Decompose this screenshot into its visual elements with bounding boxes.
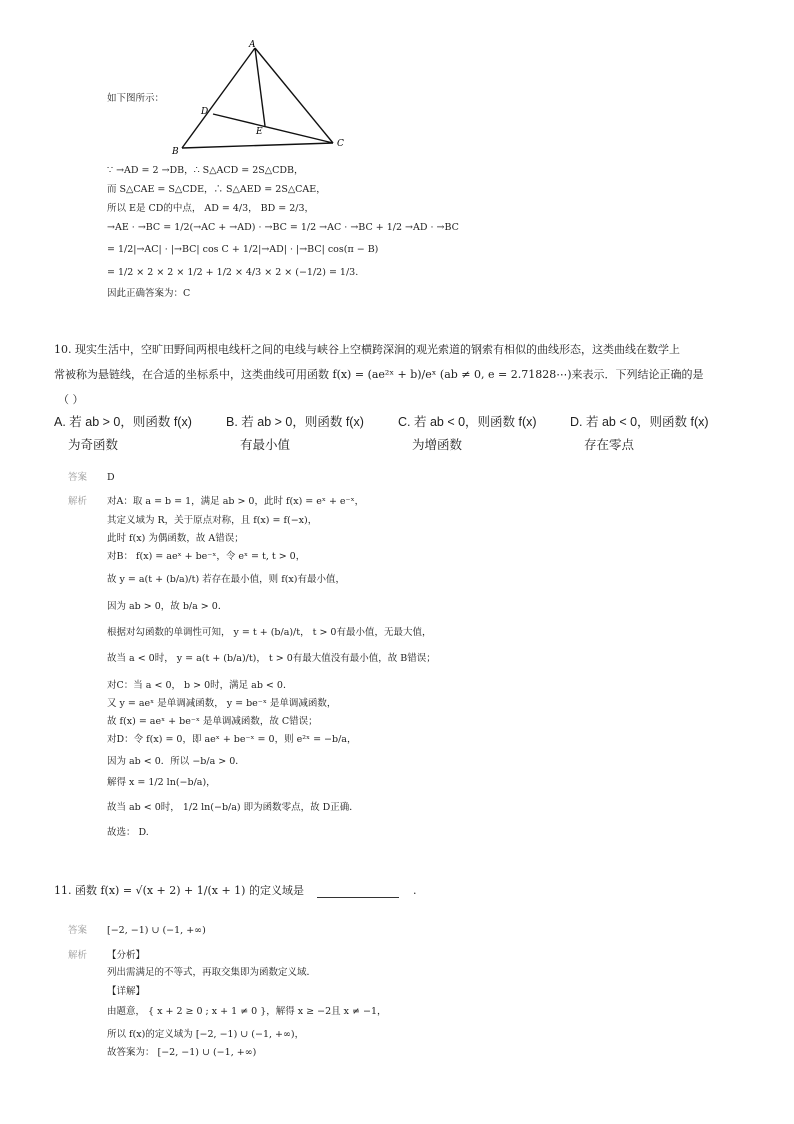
analysis-line: 【分析】	[107, 950, 146, 961]
edge-bc	[182, 143, 333, 148]
question10-line: 10. 现实生活中，空旷田野间两根电线杆之间的电线与峡谷上空横跨深涧的观光索道的钢索有相似的曲线形态，这类曲线在数学上	[54, 343, 680, 356]
option-b-line1: B. 若 ab > 0，则函数 f(x)	[226, 415, 364, 429]
question11-stem	[54, 884, 416, 898]
option-a-line2: 为奇函数	[68, 438, 119, 452]
analysis-line: 故选： D.	[107, 827, 149, 838]
analysis-line: 故 y = a(t + (b/a)/t) 若存在最小值，则 f(x)有最小值，	[107, 574, 345, 585]
option-c-line1: C. 若 ab < 0，则函数 f(x)	[398, 415, 537, 429]
analysis-line: 又 y = aeˣ 是单调减函数， y = be⁻ˣ 是单调减函数，	[107, 698, 337, 709]
question11-text: 11. 函数 f(x) = √(x + 2) + 1/(x + 1) 的定义域是	[54, 884, 304, 897]
analysis-line: 故当 ab < 0时， 1/2 ln(−b/a) 即为函数零点，故 D正确．	[107, 802, 359, 813]
solution9-line: 而 S△CAE = S△CDE，∴ S△AED = 2S△CAE，	[107, 184, 326, 195]
analysis-line: 故答案为： [−2, −1) ∪ (−1, +∞)	[107, 1047, 257, 1058]
option-a-line1: A. 若 ab > 0，则函数 f(x)	[54, 415, 192, 429]
edge-ab	[182, 48, 255, 148]
analysis-line: 因为 ab < 0．所以 −b/a > 0．	[107, 756, 245, 767]
option-c-line2: 为增函数	[412, 438, 463, 452]
solution9-final: 因此正确答案为：C	[107, 288, 191, 299]
label-d: D	[201, 107, 209, 117]
option-d-line1: D. 若 ab < 0，则函数 f(x)	[570, 415, 709, 429]
analysis-line: 所以 f(x)的定义域为 [−2, −1) ∪ (−1, +∞)，	[107, 1029, 305, 1040]
analysis-line: 因为 ab > 0，故 b/a > 0．	[107, 601, 228, 612]
option-a[interactable]	[54, 412, 192, 453]
analysis-line: 列出需满足的不等式，再取交集即为函数定义域．	[107, 967, 317, 978]
option-c[interactable]	[398, 412, 537, 453]
solution9-line: = 1/2|→AC| · |→BC| cos C + 1/2|→AD| · |→BC| cos(π − B)	[107, 244, 379, 255]
analysis-line: 对A：取 a = b = 1，满足 ab > 0，此时 f(x) = eˣ + e⁻ˣ，	[107, 496, 365, 507]
option-d-line2: 存在零点	[584, 438, 635, 452]
answer-blank[interactable]	[317, 887, 399, 898]
analysis-line: 故当 a < 0时， y = a(t + (b/a)/t)， t > 0有最大值没有最小值，故 B错误；	[107, 653, 436, 664]
question11-end: .	[412, 884, 417, 897]
question10-line: （ ）	[58, 393, 84, 406]
analysis-line: 对B： f(x) = aeˣ + be⁻ˣ，令 eˣ = t, t > 0，	[107, 551, 306, 562]
segment-ae	[255, 48, 265, 126]
analysis-line: 此时 f(x) 为偶函数，故 A错误；	[107, 533, 244, 544]
edge-ac	[255, 48, 333, 143]
segment-dc	[213, 114, 333, 143]
analysis-line: 根据对勾函数的单调性可知， y = t + (b/a)/t， t > 0有最小值，无最大值，	[107, 627, 432, 638]
option-b[interactable]	[226, 412, 364, 453]
analysis-line: 其定义域为 R，关于原点对称，且 f(x) = f(−x)，	[107, 515, 318, 526]
solution9-line: →AE · →BC = 1/2(→AC + →AD) · →BC = 1/2 →AC · →BC + 1/2 →AD · →BC	[107, 222, 459, 233]
label-e: E	[256, 127, 263, 137]
triangle-figure	[160, 38, 360, 158]
question10-line: 常被称为悬链线，在合适的坐标系中，这类曲线可用函数 f(x) = (ae²ˣ + b)/eˣ (ab ≠ 0, e = 2.71828⋯)来表示．下列结论正确的是	[54, 368, 704, 381]
analysis-line: 解得 x = 1/2 ln(−b/a)，	[107, 777, 216, 788]
solution9-line: 所以 E是 CD的中点， AD = 4/3， BD = 2/3，	[107, 203, 315, 214]
answer-label: 答案	[68, 925, 88, 936]
solution9-intro: 如下图所示：	[107, 93, 165, 104]
solution9-line: = 1/2 × 2 × 2 × 1/2 + 1/2 × 4/3 × 2 × (−1/2) = 1/3.	[107, 267, 359, 278]
analysis-label: 解析	[68, 496, 88, 507]
label-b: B	[172, 147, 179, 157]
label-c: C	[337, 139, 344, 149]
option-b-line2: 有最小值	[240, 438, 291, 452]
label-a: A	[249, 40, 256, 50]
answer-value: [−2, −1) ∪ (−1, +∞)	[107, 925, 206, 936]
answer-label: 答案	[68, 472, 88, 483]
analysis-line: 对D：令 f(x) = 0，即 aeˣ + be⁻ˣ = 0，则 e²ˣ = −b/a，	[107, 734, 357, 745]
analysis-line: 故 f(x) = aeˣ + be⁻ˣ 是单调减函数，故 C错误；	[107, 716, 318, 727]
analysis-label: 解析	[68, 950, 88, 961]
solution9-line: ∵ →AD = 2 →DB，∴ S△ACD = 2S△CDB，	[107, 165, 304, 176]
option-d[interactable]	[570, 412, 709, 453]
analysis-line: 由题意， { x + 2 ≥ 0 ; x + 1 ≠ 0 }，解得 x ≥ −2且 x ≠ −1，	[107, 1006, 387, 1017]
analysis-line: 【详解】	[107, 986, 146, 997]
answer-value: D	[107, 472, 115, 483]
analysis-line: 对C：当 a < 0， b > 0时，满足 ab < 0．	[107, 680, 293, 691]
